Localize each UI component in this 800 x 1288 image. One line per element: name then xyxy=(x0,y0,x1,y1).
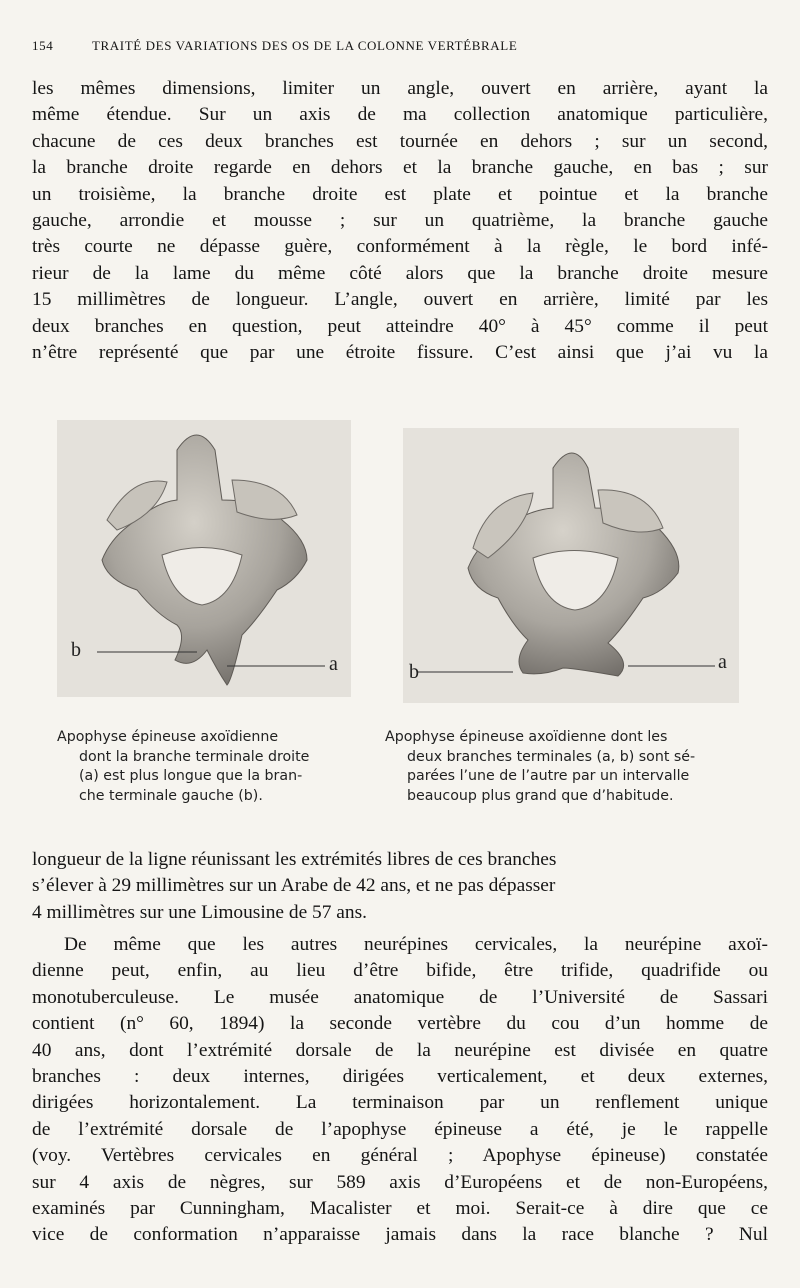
label-a-right: a xyxy=(718,651,727,673)
text-line: examinés par Cunningham, Macalister et moi. Serait-ce à dire que ce xyxy=(32,1198,768,1220)
label-b-right: b xyxy=(409,661,419,683)
caption-line: Apophyse épineuse axoïdienne dont les xyxy=(385,729,668,745)
text-line: chacune de ces deux branches est tournée en dehors ; sur un second, xyxy=(32,130,768,152)
text-line: branches : deux internes, dirigées verticalement, et deux externes, xyxy=(32,1066,768,1088)
text-line: dienne peut, enfin, au lieu d’être bifide, être trifide, quadrifide ou xyxy=(32,960,768,982)
caption-line: (a) est plus longue que la bran- xyxy=(79,768,303,784)
paragraph-1 xyxy=(32,76,768,366)
figure-left-photo xyxy=(57,420,351,697)
text-line: même étendue. Sur un axis de ma collection anatomique particulière, xyxy=(32,104,768,126)
text-line: un troisième, la branche droite est plate et pointue et la branche xyxy=(32,183,768,205)
caption-line: parées l’une de l’autre par un intervalle xyxy=(407,768,690,784)
paragraph-3 xyxy=(32,932,768,1249)
text-line: (voy. Vertèbres cervicales en général ; Apophyse épineuse) constatée xyxy=(32,1145,768,1167)
page-number: 154 xyxy=(32,38,54,53)
text-line: dirigées horizontalement. La terminaison par un renflement unique xyxy=(32,1092,768,1114)
text-line: rieur de la lame du même côté alors que la branche droite mesure xyxy=(32,262,768,284)
text-line: s’élever à 29 millimètres sur un Arabe de 42 ans, et ne pas dépasser xyxy=(32,875,556,897)
paragraph-2 xyxy=(32,847,768,926)
text-line: n’être représenté que par une étroite fissure. C’est ainsi que j’ai vu la xyxy=(32,342,768,364)
text-line: 40 ans, dont l’extrémité dorsale de la neurépine est divisée en quatre xyxy=(32,1039,768,1061)
text-line: longueur de la ligne réunissant les extrémités libres de ces branches xyxy=(32,849,557,870)
caption-line: che terminale gauche (b). xyxy=(79,787,263,804)
caption-left xyxy=(57,728,357,806)
caption-line: Apophyse épineuse axoïdienne xyxy=(57,729,279,745)
caption-line: deux branches terminales (a, b) sont sé- xyxy=(407,748,696,765)
text-line: 15 millimètres de longueur. L’angle, ouvert en arrière, limité par les xyxy=(32,289,768,311)
text-line: deux branches en question, peut atteindre 40° à 45° comme il peut xyxy=(32,315,768,337)
caption-right xyxy=(385,728,765,806)
text-line: la branche droite regarde en dehors et la branche gauche, en bas ; sur xyxy=(32,157,768,179)
text-line: de l’extrémité dorsale de l’apophyse épineuse a été, je le rappelle xyxy=(32,1118,768,1140)
text-line: gauche, arrondie et mousse ; sur un quatrième, la branche gauche xyxy=(32,210,768,232)
caption-line: beaucoup plus grand que d’habitude. xyxy=(407,787,674,804)
label-a-left: a xyxy=(329,653,338,675)
running-title: TRAITÉ DES VARIATIONS DES OS DE LA COLONNE VERTÉBRALE xyxy=(92,38,518,53)
text-line: vice de conformation n’apparaisse jamais dans la race blanche ? Nul xyxy=(32,1224,768,1246)
vertebra-illustration-left xyxy=(57,420,351,697)
text-line: très courte ne dépasse guère, conformément à la règle, le bord infé- xyxy=(32,236,768,258)
text-line: sur 4 axis de nègres, sur 589 axis d’Européens et de non-Européens, xyxy=(32,1171,768,1193)
caption-line: dont la branche terminale droite xyxy=(79,748,310,765)
text-line: monotuberculeuse. Le musée anatomique de l’Université de Sassari xyxy=(32,986,768,1008)
text-line: contient (n° 60, 1894) la seconde vertèbre du cou d’un homme de xyxy=(32,1013,768,1035)
text-line: De même que les autres neurépines cervicales, la neurépine axoï- xyxy=(64,934,768,955)
text-line: les mêmes dimensions, limiter un angle, ouvert en arrière, ayant la xyxy=(32,78,768,99)
text-line: 4 millimètres sur une Limousine de 57 ans. xyxy=(32,901,367,923)
label-b-left: b xyxy=(71,639,81,661)
vertebra-illustration-right xyxy=(403,428,739,703)
figure-right-photo xyxy=(403,428,739,703)
